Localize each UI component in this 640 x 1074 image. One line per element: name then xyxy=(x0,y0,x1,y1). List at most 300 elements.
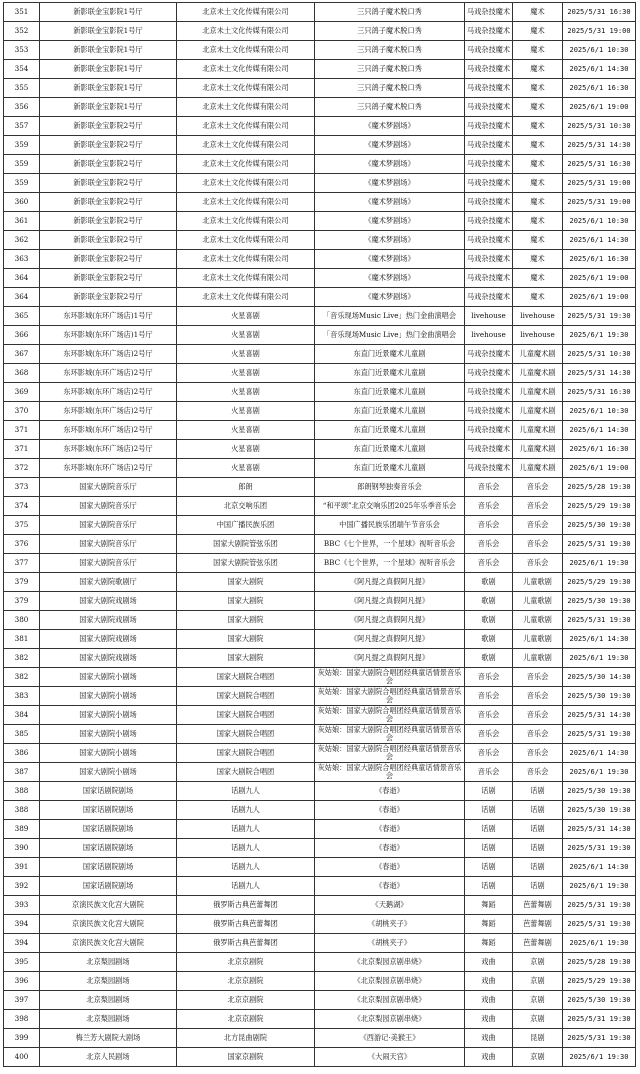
category-cell: 歌剧 xyxy=(465,592,513,611)
row-number-cell: 391 xyxy=(4,858,40,877)
program-title-cell: 郎朗钢琴独奏音乐会 xyxy=(315,478,465,497)
subcategory-cell: 音乐会 xyxy=(513,516,563,535)
category-cell: 马戏杂技魔术 xyxy=(465,60,513,79)
organizer-cell: 俄罗斯古典芭蕾舞团 xyxy=(177,915,315,934)
category-cell: 话剧 xyxy=(465,858,513,877)
row-number-cell: 388 xyxy=(4,801,40,820)
program-title-cell: 灰姑娘：国家大剧院合唱团经典童话情景音乐会 xyxy=(315,725,465,744)
row-number-cell: 359 xyxy=(4,136,40,155)
organizer-cell: 中国广播民族乐团 xyxy=(177,516,315,535)
subcategory-cell: 魔术 xyxy=(513,193,563,212)
program-title-cell: 三只鸽子魔术脱口秀 xyxy=(315,60,465,79)
row-number-cell: 360 xyxy=(4,193,40,212)
venue-cell: 新影联金宝影院2号厅 xyxy=(40,250,177,269)
table-row xyxy=(4,953,636,972)
organizer-cell: 火星喜剧 xyxy=(177,307,315,326)
organizer-cell: 话剧九人 xyxy=(177,801,315,820)
venue-cell: 京演民族文化宫大剧院 xyxy=(40,915,177,934)
program-title-cell: 东直门近景魔术儿童剧 xyxy=(315,440,465,459)
row-number-cell: 353 xyxy=(4,41,40,60)
venue-cell: 国家大剧院小剧场 xyxy=(40,744,177,763)
subcategory-cell: 儿童歌剧 xyxy=(513,573,563,592)
subcategory-cell: 京剧 xyxy=(513,991,563,1010)
category-cell: livehouse xyxy=(465,326,513,345)
subcategory-cell: 芭蕾舞剧 xyxy=(513,934,563,953)
program-title-cell: 《阿凡提之真假阿凡提》 xyxy=(315,573,465,592)
show-datetime-cell: 2025/5/31 14:30 xyxy=(563,364,636,383)
show-datetime-cell: 2025/5/31 19:30 xyxy=(563,896,636,915)
show-datetime-cell: 2025/6/1 19:30 xyxy=(563,877,636,896)
show-datetime-cell: 2025/6/1 14:30 xyxy=(563,744,636,763)
venue-cell: 北京人民剧场 xyxy=(40,1048,177,1067)
program-title-cell: 《胡桃夹子》 xyxy=(315,934,465,953)
show-datetime-cell: 2025/5/29 19:30 xyxy=(563,573,636,592)
table-row xyxy=(4,3,636,22)
table-row xyxy=(4,649,636,668)
category-cell: 音乐会 xyxy=(465,763,513,782)
venue-cell: 东环影城(东环广场店)2号厅 xyxy=(40,364,177,383)
venue-cell: 国家大剧院音乐厅 xyxy=(40,554,177,573)
table-row xyxy=(4,307,636,326)
program-title-cell: 三只鸽子魔术脱口秀 xyxy=(315,22,465,41)
category-cell: 音乐会 xyxy=(465,478,513,497)
subcategory-cell: livehouse xyxy=(513,326,563,345)
row-number-cell: 382 xyxy=(4,649,40,668)
table-row xyxy=(4,364,636,383)
category-cell: 马戏杂技魔术 xyxy=(465,22,513,41)
show-datetime-cell: 2025/5/31 19:30 xyxy=(563,725,636,744)
venue-cell: 梅兰芳大剧院大剧场 xyxy=(40,1029,177,1048)
category-cell: 戏曲 xyxy=(465,1029,513,1048)
venue-cell: 京演民族文化宫大剧院 xyxy=(40,934,177,953)
table-row xyxy=(4,744,636,763)
subcategory-cell: 音乐会 xyxy=(513,744,563,763)
table-row xyxy=(4,22,636,41)
venue-cell: 新影联金宝影院1号厅 xyxy=(40,41,177,60)
venue-cell: 国家大剧院小剧场 xyxy=(40,668,177,687)
row-number-cell: 389 xyxy=(4,820,40,839)
show-datetime-cell: 2025/5/30 19:30 xyxy=(563,801,636,820)
venue-cell: 国家大剧院音乐厅 xyxy=(40,478,177,497)
row-number-cell: 394 xyxy=(4,934,40,953)
row-number-cell: 354 xyxy=(4,60,40,79)
program-title-cell: 《北京梨园京剧串烧》 xyxy=(315,991,465,1010)
category-cell: 马戏杂技魔术 xyxy=(465,3,513,22)
show-datetime-cell: 2025/5/31 14:30 xyxy=(563,706,636,725)
subcategory-cell: 话剧 xyxy=(513,877,563,896)
table-row xyxy=(4,554,636,573)
show-datetime-cell: 2025/6/1 16:30 xyxy=(563,440,636,459)
show-datetime-cell: 2025/6/1 10:30 xyxy=(563,212,636,231)
program-title-cell: 《春逝》 xyxy=(315,801,465,820)
show-datetime-cell: 2025/5/31 16:30 xyxy=(563,383,636,402)
organizer-cell: 北京未土文化传媒有限公司 xyxy=(177,155,315,174)
organizer-cell: 国家大剧院管弦乐团 xyxy=(177,554,315,573)
program-title-cell: 灰姑娘：国家大剧院合唱团经典童话情景音乐会 xyxy=(315,668,465,687)
program-title-cell: 《魔术梦剧场》 xyxy=(315,250,465,269)
program-title-cell: 三只鸽子魔术脱口秀 xyxy=(315,3,465,22)
program-title-cell: 《大闹天宫》 xyxy=(315,1048,465,1067)
organizer-cell: 火星喜剧 xyxy=(177,421,315,440)
organizer-cell: 火星喜剧 xyxy=(177,383,315,402)
show-datetime-cell: 2025/6/1 19:30 xyxy=(563,649,636,668)
program-title-cell: 东直门近景魔术儿童剧 xyxy=(315,364,465,383)
row-number-cell: 362 xyxy=(4,231,40,250)
category-cell: 歌剧 xyxy=(465,649,513,668)
table-row xyxy=(4,250,636,269)
show-datetime-cell: 2025/5/31 10:30 xyxy=(563,117,636,136)
venue-cell: 东环影城(东环广场店)2号厅 xyxy=(40,459,177,478)
program-title-cell: 《春逝》 xyxy=(315,839,465,858)
table-row xyxy=(4,573,636,592)
row-number-cell: 372 xyxy=(4,459,40,478)
performance-schedule-table xyxy=(3,2,636,1067)
category-cell: 马戏杂技魔术 xyxy=(465,117,513,136)
program-title-cell: 《魔术梦剧场》 xyxy=(315,155,465,174)
program-title-cell: 《春逝》 xyxy=(315,877,465,896)
program-title-cell: 《魔术梦剧场》 xyxy=(315,269,465,288)
show-datetime-cell: 2025/5/31 14:30 xyxy=(563,820,636,839)
row-number-cell: 377 xyxy=(4,554,40,573)
show-datetime-cell: 2025/6/1 16:30 xyxy=(563,79,636,98)
program-title-cell: 中国广播民族乐团端午节音乐会 xyxy=(315,516,465,535)
show-datetime-cell: 2025/6/1 19:30 xyxy=(563,326,636,345)
show-datetime-cell: 2025/6/1 14:30 xyxy=(563,60,636,79)
category-cell: 音乐会 xyxy=(465,554,513,573)
program-title-cell: 东直门近景魔术儿童剧 xyxy=(315,383,465,402)
show-datetime-cell: 2025/5/28 19:30 xyxy=(563,953,636,972)
category-cell: 马戏杂技魔术 xyxy=(465,212,513,231)
category-cell: 马戏杂技魔术 xyxy=(465,364,513,383)
show-datetime-cell: 2025/5/31 19:00 xyxy=(563,22,636,41)
category-cell: 舞蹈 xyxy=(465,896,513,915)
organizer-cell: 国家大剧院合唱团 xyxy=(177,725,315,744)
program-title-cell: 《北京梨园京剧串烧》 xyxy=(315,953,465,972)
subcategory-cell: 魔术 xyxy=(513,117,563,136)
category-cell: 马戏杂技魔术 xyxy=(465,98,513,117)
subcategory-cell: 音乐会 xyxy=(513,687,563,706)
category-cell: 音乐会 xyxy=(465,516,513,535)
program-title-cell: 《春逝》 xyxy=(315,820,465,839)
category-cell: 舞蹈 xyxy=(465,915,513,934)
table-row xyxy=(4,782,636,801)
venue-cell: 东环影城(东环广场店)1号厅 xyxy=(40,307,177,326)
category-cell: 马戏杂技魔术 xyxy=(465,383,513,402)
organizer-cell: 北京未土文化传媒有限公司 xyxy=(177,288,315,307)
show-datetime-cell: 2025/6/1 19:30 xyxy=(563,1048,636,1067)
program-title-cell: 东直门近景魔术儿童剧 xyxy=(315,459,465,478)
table-row xyxy=(4,1048,636,1067)
category-cell: 马戏杂技魔术 xyxy=(465,136,513,155)
subcategory-cell: 魔术 xyxy=(513,174,563,193)
show-datetime-cell: 2025/5/30 19:30 xyxy=(563,516,636,535)
organizer-cell: 北京未土文化传媒有限公司 xyxy=(177,3,315,22)
venue-cell: 北京梨园剧场 xyxy=(40,1010,177,1029)
program-title-cell: 灰姑娘：国家大剧院合唱团经典童话情景音乐会 xyxy=(315,706,465,725)
subcategory-cell: 昆剧 xyxy=(513,1029,563,1048)
category-cell: 歌剧 xyxy=(465,630,513,649)
row-number-cell: 355 xyxy=(4,79,40,98)
row-number-cell: 392 xyxy=(4,877,40,896)
venue-cell: 国家话剧院剧场 xyxy=(40,782,177,801)
program-title-cell: 《阿凡提之真假阿凡提》 xyxy=(315,611,465,630)
subcategory-cell: 魔术 xyxy=(513,231,563,250)
row-number-cell: 388 xyxy=(4,782,40,801)
category-cell: 音乐会 xyxy=(465,535,513,554)
venue-cell: 新影联金宝影院2号厅 xyxy=(40,231,177,250)
table-row xyxy=(4,136,636,155)
organizer-cell: 北京未土文化传媒有限公司 xyxy=(177,231,315,250)
category-cell: 戏曲 xyxy=(465,1048,513,1067)
category-cell: 音乐会 xyxy=(465,668,513,687)
row-number-cell: 369 xyxy=(4,383,40,402)
row-number-cell: 359 xyxy=(4,174,40,193)
subcategory-cell: 音乐会 xyxy=(513,668,563,687)
row-number-cell: 371 xyxy=(4,440,40,459)
show-datetime-cell: 2025/6/1 19:30 xyxy=(563,934,636,953)
organizer-cell: 国家大剧院 xyxy=(177,649,315,668)
subcategory-cell: 音乐会 xyxy=(513,478,563,497)
venue-cell: 新影联金宝影院2号厅 xyxy=(40,288,177,307)
subcategory-cell: 魔术 xyxy=(513,60,563,79)
venue-cell: 北京梨园剧场 xyxy=(40,991,177,1010)
row-number-cell: 396 xyxy=(4,972,40,991)
show-datetime-cell: 2025/5/31 16:30 xyxy=(563,155,636,174)
row-number-cell: 397 xyxy=(4,991,40,1010)
table-body xyxy=(4,3,636,1067)
table-row xyxy=(4,421,636,440)
subcategory-cell: 儿童魔术剧 xyxy=(513,345,563,364)
program-title-cell: 《阿凡提之真假阿凡提》 xyxy=(315,630,465,649)
show-datetime-cell: 2025/6/1 14:30 xyxy=(563,421,636,440)
row-number-cell: 381 xyxy=(4,630,40,649)
row-number-cell: 357 xyxy=(4,117,40,136)
venue-cell: 国家大剧院歌剧厅 xyxy=(40,573,177,592)
venue-cell: 国家大剧院戏剧场 xyxy=(40,649,177,668)
venue-cell: 国家大剧院小剧场 xyxy=(40,687,177,706)
table-row xyxy=(4,706,636,725)
venue-cell: 东环影城(东环广场店)2号厅 xyxy=(40,440,177,459)
category-cell: 马戏杂技魔术 xyxy=(465,250,513,269)
show-datetime-cell: 2025/6/1 14:30 xyxy=(563,630,636,649)
table-row xyxy=(4,877,636,896)
row-number-cell: 386 xyxy=(4,744,40,763)
show-datetime-cell: 2025/5/31 19:30 xyxy=(563,535,636,554)
show-datetime-cell: 2025/5/31 19:30 xyxy=(563,307,636,326)
organizer-cell: 国家大剧院 xyxy=(177,630,315,649)
subcategory-cell: 儿童魔术剧 xyxy=(513,421,563,440)
row-number-cell: 356 xyxy=(4,98,40,117)
show-datetime-cell: 2025/5/31 19:30 xyxy=(563,915,636,934)
subcategory-cell: 京剧 xyxy=(513,1048,563,1067)
program-title-cell: 灰姑娘：国家大剧院合唱团经典童话情景音乐会 xyxy=(315,744,465,763)
venue-cell: 新影联金宝影院2号厅 xyxy=(40,117,177,136)
table-row xyxy=(4,41,636,60)
category-cell: livehouse xyxy=(465,307,513,326)
subcategory-cell: 话剧 xyxy=(513,839,563,858)
organizer-cell: 北京未土文化传媒有限公司 xyxy=(177,269,315,288)
show-datetime-cell: 2025/5/28 19:30 xyxy=(563,478,636,497)
table-row xyxy=(4,193,636,212)
row-number-cell: 364 xyxy=(4,288,40,307)
show-datetime-cell: 2025/5/31 19:30 xyxy=(563,1010,636,1029)
venue-cell: 东环影城(东环广场店)2号厅 xyxy=(40,421,177,440)
subcategory-cell: 魔术 xyxy=(513,212,563,231)
subcategory-cell: 儿童歌剧 xyxy=(513,630,563,649)
venue-cell: 国家大剧院音乐厅 xyxy=(40,516,177,535)
program-title-cell: 《北京梨园京剧串烧》 xyxy=(315,1010,465,1029)
row-number-cell: 382 xyxy=(4,668,40,687)
subcategory-cell: 魔术 xyxy=(513,288,563,307)
show-datetime-cell: 2025/6/1 19:30 xyxy=(563,763,636,782)
program-title-cell: 灰姑娘：国家大剧院合唱团经典童话情景音乐会 xyxy=(315,763,465,782)
row-number-cell: 359 xyxy=(4,155,40,174)
row-number-cell: 395 xyxy=(4,953,40,972)
table-row xyxy=(4,611,636,630)
row-number-cell: 380 xyxy=(4,611,40,630)
organizer-cell: 北京交响乐团 xyxy=(177,497,315,516)
organizer-cell: 北京未土文化传媒有限公司 xyxy=(177,98,315,117)
program-title-cell: 三只鸽子魔术脱口秀 xyxy=(315,98,465,117)
program-title-cell: “和平颂”北京交响乐团2025年乐季音乐会 xyxy=(315,497,465,516)
category-cell: 马戏杂技魔术 xyxy=(465,421,513,440)
row-number-cell: 375 xyxy=(4,516,40,535)
subcategory-cell: 魔术 xyxy=(513,155,563,174)
row-number-cell: 371 xyxy=(4,421,40,440)
venue-cell: 新影联金宝影院2号厅 xyxy=(40,269,177,288)
program-title-cell: 《北京梨园京剧串烧》 xyxy=(315,972,465,991)
table-row xyxy=(4,459,636,478)
table-row xyxy=(4,915,636,934)
organizer-cell: 北京未土文化传媒有限公司 xyxy=(177,79,315,98)
show-datetime-cell: 2025/6/1 10:30 xyxy=(563,41,636,60)
program-title-cell: 「音乐现场Music Live」热门金曲演唱会 xyxy=(315,326,465,345)
table-row xyxy=(4,820,636,839)
table-row xyxy=(4,478,636,497)
subcategory-cell: 话剧 xyxy=(513,858,563,877)
organizer-cell: 火星喜剧 xyxy=(177,345,315,364)
program-title-cell: 《魔术梦剧场》 xyxy=(315,117,465,136)
table-row xyxy=(4,212,636,231)
organizer-cell: 北京京剧院 xyxy=(177,991,315,1010)
table-row xyxy=(4,497,636,516)
venue-cell: 国家大剧院小剧场 xyxy=(40,763,177,782)
show-datetime-cell: 2025/6/1 19:00 xyxy=(563,459,636,478)
row-number-cell: 352 xyxy=(4,22,40,41)
show-datetime-cell: 2025/5/31 19:00 xyxy=(563,193,636,212)
organizer-cell: 北京未土文化传媒有限公司 xyxy=(177,22,315,41)
show-datetime-cell: 2025/5/30 19:30 xyxy=(563,782,636,801)
organizer-cell: 北京未土文化传媒有限公司 xyxy=(177,212,315,231)
subcategory-cell: 儿童歌剧 xyxy=(513,592,563,611)
show-datetime-cell: 2025/5/31 19:00 xyxy=(563,174,636,193)
venue-cell: 新影联金宝影院1号厅 xyxy=(40,79,177,98)
category-cell: 话剧 xyxy=(465,820,513,839)
row-number-cell: 370 xyxy=(4,402,40,421)
venue-cell: 国家大剧院戏剧场 xyxy=(40,630,177,649)
program-title-cell: 东直门近景魔术儿童剧 xyxy=(315,421,465,440)
table-row xyxy=(4,269,636,288)
venue-cell: 国家话剧院剧场 xyxy=(40,839,177,858)
organizer-cell: 北京京剧院 xyxy=(177,1010,315,1029)
category-cell: 音乐会 xyxy=(465,687,513,706)
table-row xyxy=(4,1029,636,1048)
subcategory-cell: 话剧 xyxy=(513,782,563,801)
table-row xyxy=(4,592,636,611)
program-title-cell: 《春逝》 xyxy=(315,782,465,801)
table-row xyxy=(4,345,636,364)
organizer-cell: 国家大剧院合唱团 xyxy=(177,763,315,782)
show-datetime-cell: 2025/6/1 19:00 xyxy=(563,98,636,117)
organizer-cell: 火星喜剧 xyxy=(177,402,315,421)
table-row xyxy=(4,117,636,136)
table-row xyxy=(4,991,636,1010)
venue-cell: 北京梨园剧场 xyxy=(40,953,177,972)
category-cell: 戏曲 xyxy=(465,1010,513,1029)
organizer-cell: 国家大剧院合唱团 xyxy=(177,668,315,687)
category-cell: 舞蹈 xyxy=(465,934,513,953)
table-row xyxy=(4,763,636,782)
category-cell: 戏曲 xyxy=(465,972,513,991)
row-number-cell: 373 xyxy=(4,478,40,497)
row-number-cell: 366 xyxy=(4,326,40,345)
venue-cell: 新影联金宝影院2号厅 xyxy=(40,174,177,193)
table-row xyxy=(4,668,636,687)
venue-cell: 东环影城(东环广场店)2号厅 xyxy=(40,383,177,402)
venue-cell: 新影联金宝影院2号厅 xyxy=(40,193,177,212)
venue-cell: 国家大剧院小剧场 xyxy=(40,725,177,744)
show-datetime-cell: 2025/5/31 19:30 xyxy=(563,1029,636,1048)
table-row xyxy=(4,1010,636,1029)
subcategory-cell: 话剧 xyxy=(513,820,563,839)
category-cell: 话剧 xyxy=(465,801,513,820)
category-cell: 马戏杂技魔术 xyxy=(465,174,513,193)
table-row xyxy=(4,231,636,250)
program-title-cell: BBC《七个世界，一个星球》视听音乐会 xyxy=(315,554,465,573)
program-title-cell: 《魔术梦剧场》 xyxy=(315,136,465,155)
venue-cell: 东环影城(东环广场店)2号厅 xyxy=(40,345,177,364)
row-number-cell: 390 xyxy=(4,839,40,858)
subcategory-cell: 话剧 xyxy=(513,801,563,820)
row-number-cell: 376 xyxy=(4,535,40,554)
organizer-cell: 北京未土文化传媒有限公司 xyxy=(177,136,315,155)
show-datetime-cell: 2025/5/31 19:30 xyxy=(563,839,636,858)
venue-cell: 国家大剧院戏剧场 xyxy=(40,611,177,630)
table-row xyxy=(4,60,636,79)
category-cell: 音乐会 xyxy=(465,497,513,516)
row-number-cell: 368 xyxy=(4,364,40,383)
program-title-cell: 《西游记·美猴王》 xyxy=(315,1029,465,1048)
show-datetime-cell: 2025/5/30 19:30 xyxy=(563,592,636,611)
venue-cell: 国家话剧院剧场 xyxy=(40,877,177,896)
category-cell: 马戏杂技魔术 xyxy=(465,155,513,174)
organizer-cell: 北京未土文化传媒有限公司 xyxy=(177,60,315,79)
category-cell: 马戏杂技魔术 xyxy=(465,269,513,288)
row-number-cell: 363 xyxy=(4,250,40,269)
subcategory-cell: livehouse xyxy=(513,307,563,326)
venue-cell: 东环影城(东环广场店)2号厅 xyxy=(40,402,177,421)
table-row xyxy=(4,630,636,649)
program-title-cell: 《魔术梦剧场》 xyxy=(315,193,465,212)
row-number-cell: 365 xyxy=(4,307,40,326)
program-title-cell: 东直门近景魔术儿童剧 xyxy=(315,402,465,421)
venue-cell: 京演民族文化宫大剧院 xyxy=(40,896,177,915)
organizer-cell: 国家大剧院 xyxy=(177,611,315,630)
category-cell: 音乐会 xyxy=(465,706,513,725)
category-cell: 马戏杂技魔术 xyxy=(465,459,513,478)
organizer-cell: 话剧九人 xyxy=(177,839,315,858)
venue-cell: 新影联金宝影院1号厅 xyxy=(40,22,177,41)
